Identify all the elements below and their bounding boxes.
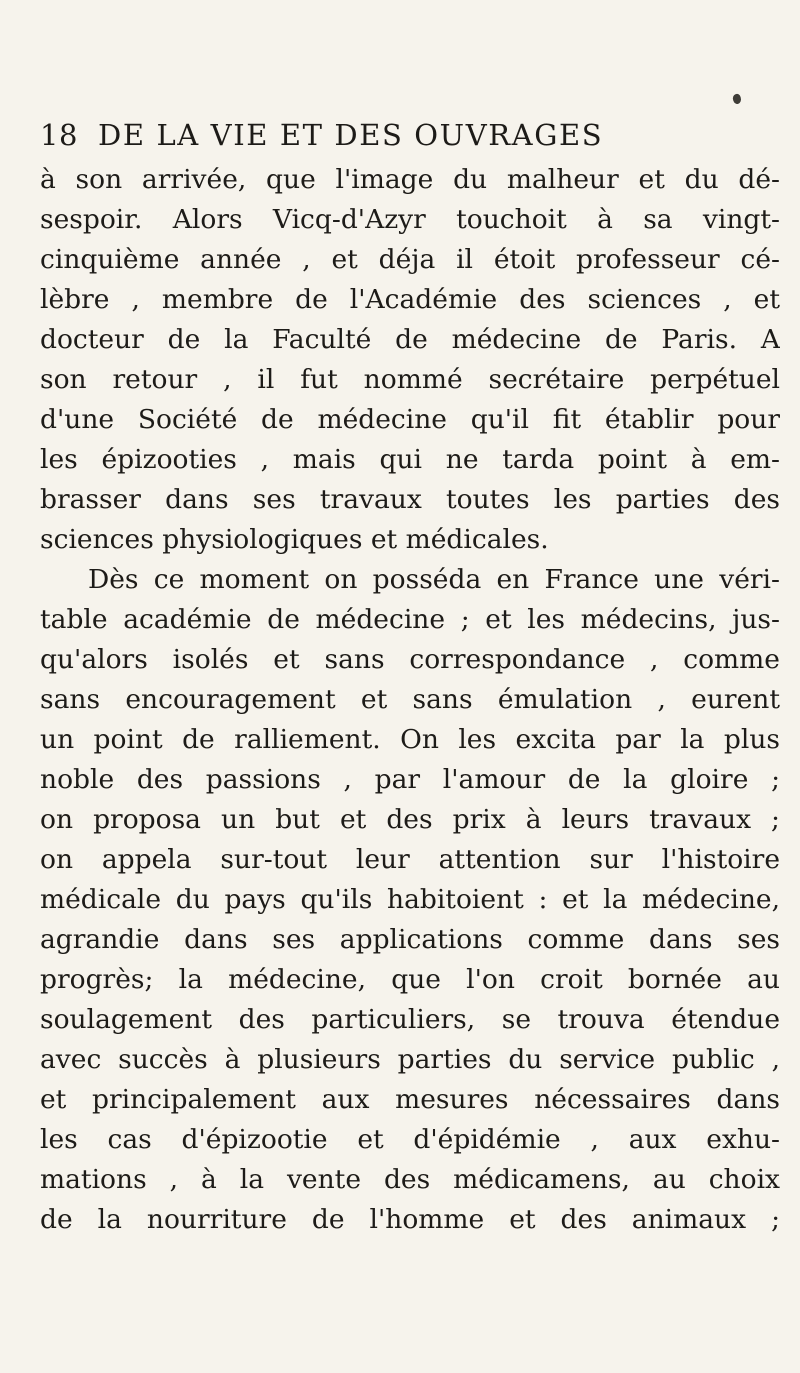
text-line-25: les cas d'épizootie et d'épidémie , aux exhu- xyxy=(40,1124,780,1155)
text-line-4: lèbre , membre de l'Académie des sciences , et xyxy=(40,284,780,315)
text-line-10: sciences physiologiques et médicales. xyxy=(40,524,549,555)
page-number: 18 xyxy=(40,118,78,152)
running-header xyxy=(40,118,780,158)
text-line-24: et principalement aux mesures nécessaires dans xyxy=(40,1084,780,1115)
text-line-9: brasser dans ses travaux toutes les parties des xyxy=(40,484,780,515)
text-line-15: un point de ralliement. On les excita par la plus xyxy=(40,724,780,755)
text-line-23: avec succès à plusieurs parties du service public , xyxy=(40,1044,780,1075)
running-title: DE LA VIE ET DES OUVRAGES xyxy=(98,118,604,152)
text-line-2: sespoir. Alors Vicq-d'Azyr touchoit à sa vingt- xyxy=(40,204,780,235)
text-line-1: à son arrivée, que l'image du malheur et du dé- xyxy=(40,164,780,195)
body-text xyxy=(40,160,780,1240)
text-line-21: progrès; la médecine, que l'on croit bornée au xyxy=(40,964,780,995)
text-line-8: les épizooties , mais qui ne tarda point à em- xyxy=(40,444,780,475)
text-line-3: cinquième année , et déja il étoit professeur cé- xyxy=(40,244,780,275)
text-line-5: docteur de la Faculté de médecine de Paris. A xyxy=(40,324,780,355)
text-line-17: on proposa un but et des prix à leurs travaux ; xyxy=(40,804,780,835)
text-line-13: qu'alors isolés et sans correspondance , comme xyxy=(40,644,780,675)
text-line-18: on appela sur-tout leur attention sur l'histoire xyxy=(40,844,780,875)
text-line-22: soulagement des particuliers, se trouva étendue xyxy=(40,1004,780,1035)
text-line-11: Dès ce moment on posséda en France une véri- xyxy=(88,564,780,595)
text-line-6: son retour , il fut nommé secrétaire perpétuel xyxy=(40,364,780,395)
text-line-19: médicale du pays qu'ils habitoient : et la médecine, xyxy=(40,884,780,915)
text-line-26: mations , à la vente des médicamens, au choix xyxy=(40,1164,780,1195)
text-line-27: de la nourriture de l'homme et des animaux ; xyxy=(40,1204,780,1235)
ink-spot xyxy=(732,93,743,105)
text-line-16: noble des passions , par l'amour de la gloire ; xyxy=(40,764,780,795)
text-line-12: table académie de médecine ; et les médecins, jus- xyxy=(40,604,780,635)
text-line-7: d'une Société de médecine qu'il fit établir pour xyxy=(40,404,780,435)
text-line-20: agrandie dans ses applications comme dans ses xyxy=(40,924,780,955)
text-line-14: sans encouragement et sans émulation , eurent xyxy=(40,684,780,715)
